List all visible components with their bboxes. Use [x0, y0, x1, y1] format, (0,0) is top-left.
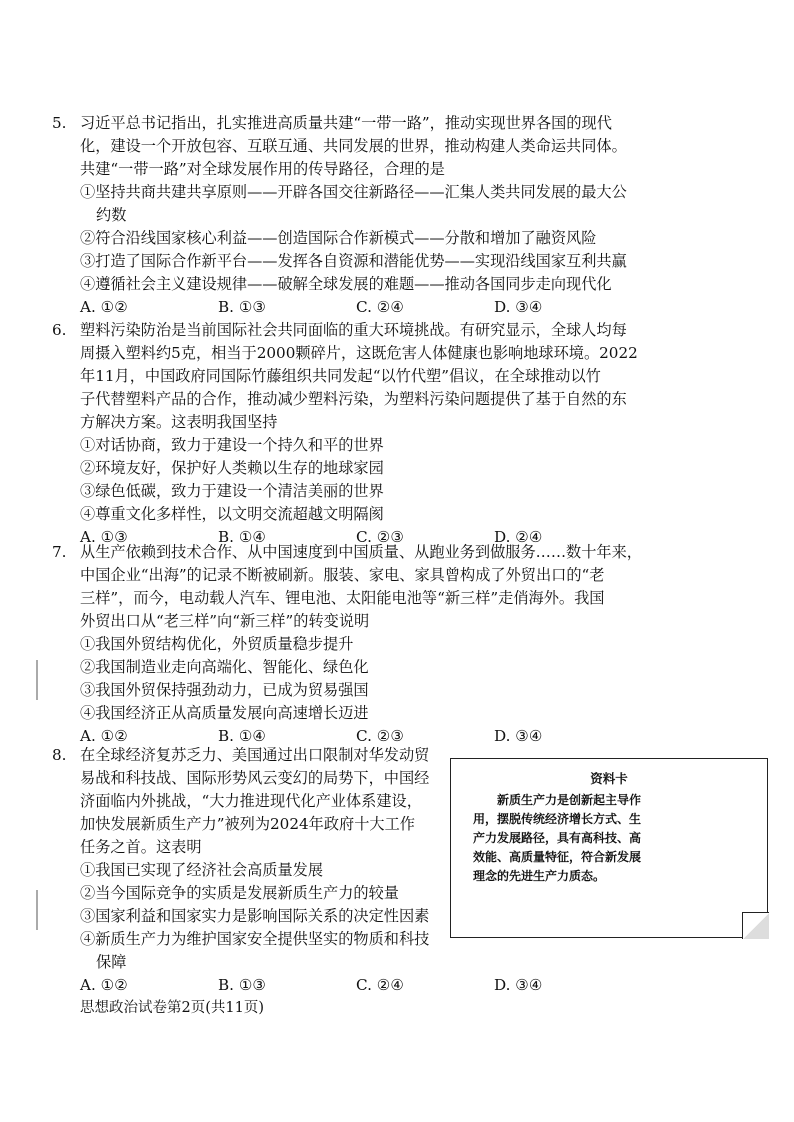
question-8-options	[52, 974, 742, 997]
question-8-item-3: ③国家利益和国家实力是影响国际关系的决定性因素	[80, 907, 430, 925]
option-c: C. ②④	[356, 298, 404, 316]
question-6	[52, 319, 742, 549]
option-a: A. ①②	[80, 976, 128, 994]
option-d: D. ③④	[494, 298, 543, 316]
option-b: B. ①③	[218, 298, 267, 316]
option-b: B. ①③	[218, 976, 267, 994]
question-number: 5.	[52, 114, 67, 132]
option-d: D. ②④	[494, 528, 543, 546]
option-b: B. ①④	[218, 727, 267, 745]
question-6-stem-line-3: 年11月，中国政府同国际竹藤组织共同发起“以竹代塑”倡议，在全球推动以竹	[80, 367, 601, 385]
question-7-stem-line-4: 外贸出口从“老三样”向“新三样”的转变说明	[80, 612, 370, 630]
question-8-stem-line-4: 加快发展新质生产力”被列为2024年政府十大工作	[80, 815, 415, 833]
question-5-item-1-cont: 约数	[96, 206, 127, 224]
option-a: A. ①③	[80, 528, 128, 546]
question-number: 6.	[52, 321, 67, 339]
question-number: 7.	[52, 543, 67, 561]
question-7	[52, 541, 742, 748]
question-5-item-4: ④遵循社会主义建设规律——破解全球发展的难题——推动各国同步走向现代化	[80, 275, 612, 293]
question-8	[52, 744, 452, 974]
question-6-item-4: ④尊重文化多样性，以文明交流超越文明隔阂	[80, 505, 384, 523]
scan-margin-mark	[36, 890, 38, 930]
question-5-options	[52, 296, 742, 319]
question-7-stem-line-3: 三样”，而今，电动载人汽车、锂电池、太阳能电池等“新三样”走俏海外。我国	[80, 589, 605, 607]
option-c: C. ②④	[356, 976, 404, 994]
question-8-stem-line-1: 8. 在全球经济复苏乏力、美国通过出口限制对华发动贸	[52, 744, 452, 767]
option-a: A. ①②	[80, 727, 128, 745]
question-5-stem-line-3: 共建“一带一路”对全球发展作用的传导路径，合理的是	[80, 160, 445, 178]
question-7-item-4: ④我国经济正从高质量发展向高速增长迈进	[80, 704, 369, 722]
question-8-item-1: ①我国已实现了经济社会高质量发展	[80, 861, 323, 879]
question-6-item-1: ①对话协商，致力于建设一个持久和平的世界	[80, 436, 384, 454]
question-7-item-2: ②我国制造业走向高端化、智能化、绿色化	[80, 658, 369, 676]
question-5-item-2: ②符合沿线国家核心利益——创造国际合作新模式——分散和增加了融资风险	[80, 229, 597, 247]
question-5-item-1: ①坚持共商共建共享原则——开辟各国交往新路径——汇集人类共同发展的最大公	[80, 183, 627, 201]
question-5-stem-line-1: 5. 习近平总书记指出，扎实推进高质量共建“一带一路”，推动实现世界各国的现代	[52, 112, 742, 135]
question-8-item-4: ④新质生产力为维护国家安全提供坚实的物质和科技	[80, 930, 430, 948]
question-6-stem-line-4: 子代替塑料产品的合作，推动减少塑料污染，为塑料污染问题提供了基于自然的东	[80, 390, 627, 408]
question-8-item-2: ②当今国际竞争的实质是发展新质生产力的较量	[80, 884, 399, 902]
option-d: D. ③④	[494, 976, 543, 994]
question-6-stem-line-5: 方解决方案。这表明我国坚持	[80, 413, 278, 431]
question-8-item-4-cont: 保障	[96, 953, 127, 971]
question-8-stem-line-2: 易战和科技战、国际形势风云变幻的局势下，中国经	[80, 769, 430, 787]
question-8-stem-line-5: 任务之首。这表明	[80, 838, 202, 856]
option-c: C. ②③	[356, 727, 404, 745]
question-6-item-2: ②环境友好，保护好人类赖以生存的地球家园	[80, 459, 384, 477]
question-6-item-3: ③绿色低碳，致力于建设一个清洁美丽的世界	[80, 482, 384, 500]
question-number: 8.	[52, 746, 67, 764]
page-footer: 思想政治试卷第2页(共11页)	[80, 1000, 264, 1016]
question-8-stem-line-3: 济面临内外挑战，“大力推进现代化产业体系建设，	[80, 792, 422, 810]
question-6-stem-line-1: 6. 塑料污染防治是当前国际社会共同面临的重大环境挑战。有研究显示，全球人均每	[52, 319, 742, 342]
option-d: D. ③④	[494, 727, 543, 745]
info-card-body: 新质生产力是创新起主导作用，摆脱传统经济增长方式、生产力发展路径，具有高科技、高效能、高质量特征，符合新发展理念的先进生产力质态。	[473, 793, 642, 883]
info-card-title: 资料卡	[590, 771, 628, 786]
question-7-item-1: ①我国外贸结构优化，外贸质量稳步提升	[80, 635, 354, 653]
question-5	[52, 112, 742, 319]
question-6-stem-line-2: 周摄入塑料约5克，相当于2000颗碎片，这既危害人体健康也影响地球环境。2022	[80, 344, 638, 362]
question-7-stem-line-2: 中国企业“出海”的记录不断被刷新。服装、家电、家具曾构成了外贸出口的“老	[80, 566, 605, 584]
option-c: C. ②③	[356, 528, 404, 546]
info-card	[450, 758, 768, 938]
question-5-stem-line-2: 化，建设一个开放包容、互联互通、共同发展的世界，推动构建人类命运共同体。	[80, 137, 627, 155]
question-7-stem-line-1: 7. 从生产依赖到技术合作、从中国速度到中国质量、从跑业务到做服务……数十年来，	[52, 541, 742, 564]
question-8-options-row	[52, 974, 742, 997]
option-b: B. ①④	[218, 528, 267, 546]
question-5-item-3: ③打造了国际合作新平台——发挥各自资源和潜能优势——实现沿线国家互利共赢	[80, 252, 627, 270]
option-a: A. ①②	[80, 298, 128, 316]
scan-margin-mark	[36, 660, 38, 700]
question-7-item-3: ③我国外贸保持强劲动力，已成为贸易强国	[80, 681, 369, 699]
